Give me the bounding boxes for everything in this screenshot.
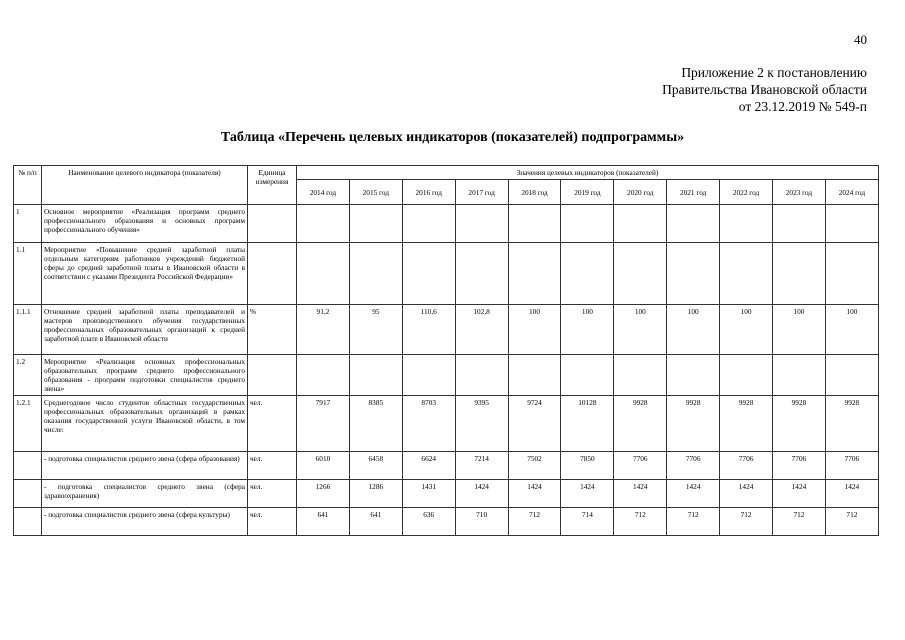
row-value: 6624 <box>402 452 455 480</box>
row-value <box>402 243 455 305</box>
row-name: - подготовка специалистов среднего звена (сфера культуры) <box>42 508 248 536</box>
row-value: 7706 <box>825 452 878 480</box>
table-row <box>14 508 879 536</box>
row-value <box>455 355 508 396</box>
indicators-table <box>13 165 879 536</box>
row-value: 714 <box>561 508 614 536</box>
row-name: Среднегодовое число студентов областных государственных профессиональных образовательных организаций в рамках оказания государственной услуги Ивановской области, в том числе: <box>42 396 248 452</box>
row-value <box>402 205 455 243</box>
row-value <box>825 355 878 396</box>
row-value <box>297 355 350 396</box>
row-value <box>720 355 773 396</box>
row-value: 100 <box>614 305 667 355</box>
row-value <box>614 355 667 396</box>
year-header: 2018 год <box>508 180 561 205</box>
table-body <box>14 205 879 536</box>
year-header: 2014 год <box>297 180 350 205</box>
table-row <box>14 205 879 243</box>
header-num: № п/п <box>14 166 42 205</box>
row-value: 100 <box>773 305 826 355</box>
row-value: 712 <box>773 508 826 536</box>
table-row <box>14 452 879 480</box>
row-value: 91,2 <box>297 305 350 355</box>
row-value <box>561 243 614 305</box>
row-value <box>825 243 878 305</box>
row-value: 712 <box>825 508 878 536</box>
row-value <box>402 355 455 396</box>
header-unit: Единица измерения <box>248 166 297 205</box>
row-value: 1266 <box>297 480 350 508</box>
row-value: 712 <box>667 508 720 536</box>
row-value <box>667 243 720 305</box>
year-header: 2015 год <box>349 180 402 205</box>
row-num <box>14 452 42 480</box>
appendix-line-1: Приложение 2 к постановлению <box>681 65 867 80</box>
row-value <box>773 205 826 243</box>
row-value: 110,6 <box>402 305 455 355</box>
row-value: 6010 <box>297 452 350 480</box>
row-num: 1 <box>14 205 42 243</box>
year-header: 2016 год <box>402 180 455 205</box>
row-unit: чел. <box>248 480 297 508</box>
row-value: 7214 <box>455 452 508 480</box>
row-value: 7706 <box>720 452 773 480</box>
row-value: 1424 <box>561 480 614 508</box>
year-header: 2019 год <box>561 180 614 205</box>
row-value: 9724 <box>508 396 561 452</box>
row-num: 1.1.1 <box>14 305 42 355</box>
year-header: 2020 год <box>614 180 667 205</box>
row-unit: чел. <box>248 396 297 452</box>
row-value: 9395 <box>455 396 508 452</box>
row-value: 6458 <box>349 452 402 480</box>
row-name: Мероприятие «Реализация основных профессиональных образовательных программ среднего профессионального образования - программ подготовки специалистов среднего звена» <box>42 355 248 396</box>
row-value: 9928 <box>773 396 826 452</box>
row-value: 1424 <box>720 480 773 508</box>
row-value: 9928 <box>667 396 720 452</box>
row-num <box>14 480 42 508</box>
row-value: 712 <box>720 508 773 536</box>
row-unit <box>248 355 297 396</box>
year-header: 2017 год <box>455 180 508 205</box>
row-value: 9928 <box>614 396 667 452</box>
row-value: 100 <box>720 305 773 355</box>
row-name: Отношение средней заработной платы преподавателей и мастеров производственного обучения государственных профессиональных образовательных организаций к средней заработной плате в Ивановской области <box>42 305 248 355</box>
row-value: 100 <box>667 305 720 355</box>
row-value <box>720 205 773 243</box>
row-value: 636 <box>402 508 455 536</box>
row-value: 102,8 <box>455 305 508 355</box>
row-value <box>508 243 561 305</box>
row-value <box>455 205 508 243</box>
row-value: 1424 <box>667 480 720 508</box>
appendix-line-3: от 23.12.2019 № 549-п <box>738 99 867 114</box>
year-header: 2022 год <box>720 180 773 205</box>
row-value: 9928 <box>720 396 773 452</box>
row-value <box>825 205 878 243</box>
row-value: 1424 <box>825 480 878 508</box>
row-value: 7502 <box>508 452 561 480</box>
row-value <box>773 355 826 396</box>
row-unit: чел. <box>248 508 297 536</box>
row-value <box>297 205 350 243</box>
row-value: 7706 <box>667 452 720 480</box>
appendix-header <box>662 64 867 115</box>
row-name: - подготовка специалистов среднего звена (сфера образования) <box>42 452 248 480</box>
row-name: Мероприятие «Повышение средней заработной платы отдельным категориям работников учреждений бюджетной сферы до средней заработной платы в Ивановской области в соответствии с указами Президента Российской Федерации» <box>42 243 248 305</box>
row-unit <box>248 205 297 243</box>
row-value: 7706 <box>614 452 667 480</box>
year-header: 2023 год <box>773 180 826 205</box>
row-unit <box>248 243 297 305</box>
row-value <box>508 355 561 396</box>
row-value: 1424 <box>508 480 561 508</box>
row-value: 100 <box>508 305 561 355</box>
appendix-line-2: Правительства Ивановской области <box>662 82 867 97</box>
row-value: 100 <box>825 305 878 355</box>
row-value <box>614 243 667 305</box>
row-value <box>720 243 773 305</box>
row-value: 7850 <box>561 452 614 480</box>
row-value: 641 <box>297 508 350 536</box>
table-row <box>14 355 879 396</box>
row-value: 1424 <box>614 480 667 508</box>
header-values: Значения целевых индикаторов (показателей) <box>297 166 879 180</box>
row-value <box>561 355 614 396</box>
row-value: 1424 <box>455 480 508 508</box>
row-value: 712 <box>614 508 667 536</box>
row-value: 95 <box>349 305 402 355</box>
table-row <box>14 243 879 305</box>
row-unit: чел. <box>248 452 297 480</box>
row-value: 641 <box>349 508 402 536</box>
row-num: 1.2 <box>14 355 42 396</box>
row-value: 1431 <box>402 480 455 508</box>
row-value: 8703 <box>402 396 455 452</box>
row-value: 1286 <box>349 480 402 508</box>
row-name: Основное мероприятие «Реализация программ среднего профессионального образования и основных программ профессионального обучения» <box>42 205 248 243</box>
row-value <box>349 355 402 396</box>
row-value <box>349 205 402 243</box>
row-value: 7917 <box>297 396 350 452</box>
row-value <box>667 205 720 243</box>
row-value: 1424 <box>773 480 826 508</box>
row-num: 1.1 <box>14 243 42 305</box>
row-value <box>508 205 561 243</box>
header-name: Наименование целевого индикатора (показателя) <box>42 166 248 205</box>
row-value: 10128 <box>561 396 614 452</box>
row-value <box>297 243 350 305</box>
table-row <box>14 480 879 508</box>
row-unit: % <box>248 305 297 355</box>
row-value: 100 <box>561 305 614 355</box>
row-value <box>614 205 667 243</box>
row-value <box>667 355 720 396</box>
table-row <box>14 305 879 355</box>
row-value: 7706 <box>773 452 826 480</box>
row-num <box>14 508 42 536</box>
row-value <box>349 243 402 305</box>
table-title: Таблица «Перечень целевых индикаторов (показателей) подпрограммы» <box>220 130 685 145</box>
row-value <box>561 205 614 243</box>
row-num: 1.2.1 <box>14 396 42 452</box>
row-value: 8385 <box>349 396 402 452</box>
year-header: 2021 год <box>667 180 720 205</box>
row-value: 9928 <box>825 396 878 452</box>
row-value: 712 <box>508 508 561 536</box>
year-header: 2024 год <box>825 180 878 205</box>
page-number: 40 <box>854 32 867 47</box>
row-value <box>455 243 508 305</box>
table-row <box>14 396 879 452</box>
row-value: 710 <box>455 508 508 536</box>
row-value <box>773 243 826 305</box>
row-name: - подготовка специалистов среднего звена (сфера здравоохранения) <box>42 480 248 508</box>
